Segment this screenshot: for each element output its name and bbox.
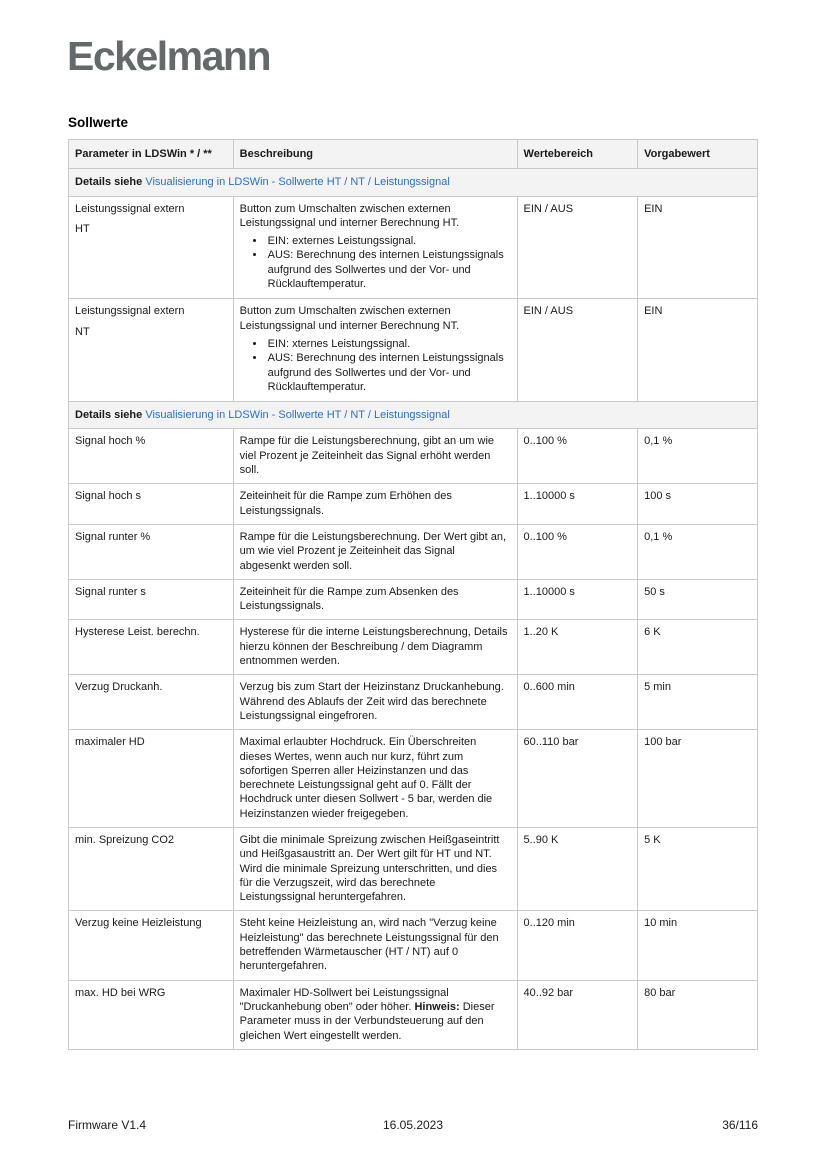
table-row [69,675,758,730]
parameter-cell [69,620,234,675]
description-text: Button zum Umschalten zwischen externen Leistungssignal und interner Berechnung NT. [239,305,460,332]
vorgabewert-cell: 5 K [638,827,758,910]
parameter-cell [69,524,234,579]
parameter-name: HT [75,222,90,235]
description-text: Maximal erlaubter Hochdruck. Ein Überschreiten dieses Wertes, wenn auch nur kurz, führt zum sofortigen Sperren aller Heizinstanzen und das berechnete Leistungssignal geht auf 0. Fällt der Hochdruck unter diesen Sollwert - 5 bar, werden die Heizinstanzen wieder freigegeben. [239,736,493,820]
table-row [69,579,758,620]
parameter-name: Signal runter % [75,530,151,543]
description-bullet-list [240,234,509,291]
table-row [69,620,758,675]
details-band-cell [69,169,758,196]
bullet-item: • EIN: xternes Leistungssignal. [266,337,509,351]
description-text: Zeiteinheit für die Rampe zum Absenken des Leistungssignals. [239,585,459,613]
details-visualisierung-link[interactable]: Visualisierung in LDSWin - Sollwerte HT / NT / Leistungssignal [145,409,450,422]
vorgabewert-cell: 50 s [638,579,758,620]
col-header-wertebereich: Wertebereich [517,140,638,169]
description-text: Rampe für die Leistungsberechnung, gibt an um wie viel Prozent je Zeiteinheit das Signal erhöht werden soll. [239,435,495,477]
vorgabewert-cell: 100 bar [638,730,758,828]
details-band-row [69,169,758,196]
vorgabewert-cell: EIN [638,196,758,299]
parameter-cell [69,429,234,484]
footer-page-number: 36/116 [722,1118,758,1132]
wertebereich-cell: 5..90 K [517,827,638,910]
vorgabewert-cell: EIN [638,299,758,402]
details-band-row [69,402,758,429]
parameter-cell [69,675,234,730]
wertebereich-cell: 0..100 % [517,429,638,484]
table-row [69,429,758,484]
description-cell [233,429,517,484]
parameter-cell [69,827,234,910]
col-header-parameter: Parameter in LDSWin * / ** [69,140,234,169]
parameter-name: NT [75,325,90,338]
parameter-cell [69,484,234,525]
parameter-name: Signal hoch % [75,435,146,448]
parameter-name: Verzug Druckanh. [75,681,163,694]
description-cell [233,484,517,525]
table-row [69,196,758,299]
description-text: Gibt die minimale Spreizung zwischen Heißgaseintritt und Heißgasaustritt an. Der Wert gilt für HT und NT. Wird die minimale Spreizung unterschritten, und dies für die Verzugszeit, wird das berechnete Leistungssignal heruntergefahren. [239,833,500,904]
parameter-name: Verzug keine Heizleistung [75,917,202,930]
description-bullet-list [240,337,509,394]
vorgabewert-cell: 80 bar [638,980,758,1049]
details-visualisierung-link[interactable]: Visualisierung in LDSWin - Sollwerte HT / NT / Leistungssignal [145,176,450,189]
footer-date: 16.05.2023 [382,1118,444,1132]
sollwerte-table [68,139,758,1050]
parameter-cell [69,299,234,402]
col-header-vorgabewert: Vorgabewert [638,140,758,169]
wertebereich-cell: 1..20 K [517,620,638,675]
parameter-name: min. Spreizung CO2 [75,833,175,846]
table-row [69,524,758,579]
parameter-cell [69,911,234,980]
bullet-item: • AUS: Berechnung des internen Leistungssignals aufgrund des Sollwertes und der Vor- und Rücklauftemperatur. [266,351,509,394]
description-cell [233,299,517,402]
description-cell [233,579,517,620]
sollwerte-table-wrap [68,139,758,1050]
description-cell [233,675,517,730]
wertebereich-cell: 60..110 bar [517,730,638,828]
description-text: Verzug bis zum Start der Heizinstanz Druckanhebung. Während des Ablaufs der Zeit wird das berechnete Leistungssignal eingefroren. [239,681,504,722]
description-cell [233,911,517,980]
parameter-cell [69,980,234,1049]
wertebereich-cell: 0..120 min [517,911,638,980]
wertebereich-cell: 1..10000 s [517,484,638,525]
details-prefix-label: Details siehe [75,176,143,189]
description-cell [233,980,517,1049]
vorgabewert-cell: 10 min [638,911,758,980]
details-prefix-label: Details siehe [75,409,143,422]
parameter-name: Signal runter s [75,585,146,598]
table-row [69,730,758,828]
footer-firmware-version: Firmware V1.4 [68,1118,147,1132]
parameter-name: Hysterese Leist. berechn. [75,626,200,639]
parameter-name: Leistungssignal extern [75,305,185,318]
description-text: Hysterese für die interne Leistungsberechnung, Details hierzu können der Beschreibung / dem Diagramm entnommen werden. [239,626,508,668]
vorgabewert-cell: 5 min [638,675,758,730]
parameter-name: Signal hoch s [75,490,142,503]
table-row [69,911,758,980]
bullet-item: • EIN: externes Leistungssignal. [266,234,509,248]
description-text: Rampe für die Leistungsberechnung. Der Wert gibt an, um wie viel Prozent je Zeiteinheit das Signal abgesenkt werden soll. [239,530,507,572]
description-text: Steht keine Heizleistung an, wird nach "Verzug keine Heizleistung" das berechnete Leistungssignal für den betreffenden Wärmetauscher (HT / NT) auf 0 heruntergefahren. [239,917,499,973]
col-header-beschreibung: Beschreibung [233,140,517,169]
table-row [69,484,758,525]
description-text: Zeiteinheit für die Rampe zum Erhöhen des Leistungssignals. [239,490,452,517]
table-row [69,980,758,1049]
wertebereich-cell: 0..600 min [517,675,638,730]
description-text: Maximaler HD-Sollwert bei Leistungssignal "Druckanhebung oben" oder höher. Hinweis: Dieser Parameter muss in der Verbundsteuerung auf den gleichen Wert eingestellt werden. [239,986,495,1042]
wertebereich-cell: EIN / AUS [517,196,638,299]
vorgabewert-cell: 0,1 % [638,524,758,579]
section-heading: Sollwerte [68,115,129,130]
vorgabewert-cell: 6 K [638,620,758,675]
bullet-item: • AUS: Berechnung des internen Leistungssignals aufgrund des Sollwertes und der Vor- und Rücklauftemperatur. [266,248,509,291]
table-row [69,827,758,910]
parameter-name: max. HD bei WRG [75,986,166,999]
description-cell [233,196,517,299]
vorgabewert-cell: 100 s [638,484,758,525]
parameter-name: maximaler HD [75,736,145,749]
wertebereich-cell: EIN / AUS [517,299,638,402]
description-text: Button zum Umschalten zwischen externen Leistungssignal und interner Berechnung HT. [239,202,460,229]
description-cell [233,827,517,910]
parameter-cell [69,730,234,828]
parameter-cell [69,196,234,299]
vorgabewert-cell: 0,1 % [638,429,758,484]
description-cell [233,730,517,828]
parameter-name: Leistungssignal extern [75,202,185,215]
wertebereich-cell: 0..100 % [517,524,638,579]
eckelmann-logo: Eckelmann [67,33,270,79]
table-header-row [69,140,758,169]
table-row [69,299,758,402]
description-cell [233,620,517,675]
wertebereich-cell: 40..92 bar [517,980,638,1049]
details-band-cell [69,402,758,429]
description-cell [233,524,517,579]
wertebereich-cell: 1..10000 s [517,579,638,620]
parameter-cell [69,579,234,620]
page-footer [68,1118,758,1132]
